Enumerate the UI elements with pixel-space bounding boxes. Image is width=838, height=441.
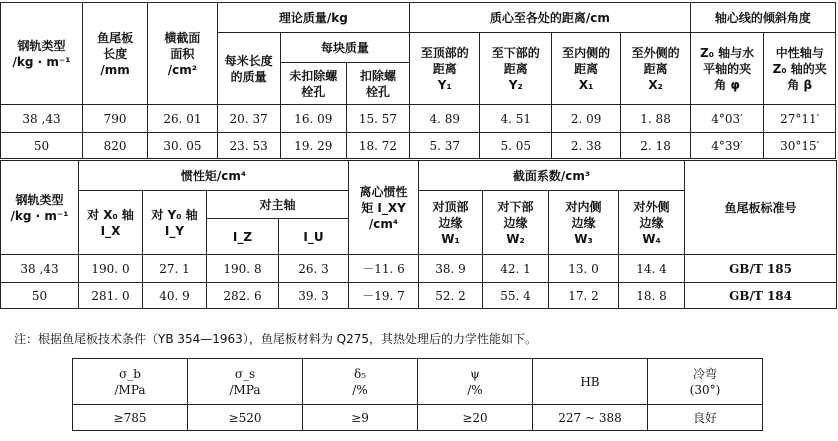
- cell: 17. 2: [549, 283, 619, 309]
- header-rail-type: 钢轨类型 /kg · m⁻¹: [1, 161, 79, 255]
- header-ix: 对 X₀ 轴 I_X: [79, 191, 143, 255]
- cell: 42. 1: [483, 255, 549, 283]
- header-axis-angle: 轴心线的倾斜角度: [690, 3, 835, 33]
- header-iy: 对 Y₀ 轴 I_Y: [143, 191, 207, 255]
- cell: ≥520: [188, 405, 303, 431]
- rail-inertia-table: [0, 160, 837, 309]
- header-to-top: 至顶部的 距离 Y₁: [410, 33, 480, 105]
- header-with-bolt-hole: 扣除螺 栓孔: [346, 63, 409, 105]
- cell: 2. 09: [551, 105, 620, 133]
- cell: 190. 8: [207, 255, 279, 283]
- header-hardness: HB: [533, 359, 648, 405]
- cell: －19. 7: [349, 283, 419, 309]
- cell: 227 ~ 388: [533, 405, 648, 431]
- header-centroid-distance: 质心至各处的距离/cm: [410, 3, 691, 33]
- header-theoretical-mass: 理论质量/kg: [217, 3, 409, 33]
- cell: 4. 89: [410, 105, 480, 133]
- header-plate-length: 鱼尾板 长度 /mm: [83, 3, 148, 105]
- cell: 38. 9: [419, 255, 483, 283]
- cell: 27°11′: [764, 105, 836, 133]
- header-reduction-of-area: ψ /%: [418, 359, 533, 405]
- header-per-piece-mass: 每块质量: [280, 33, 409, 63]
- cell: 5. 05: [480, 133, 552, 159]
- table-row: [1, 255, 837, 283]
- cell: 4. 51: [480, 105, 552, 133]
- cell: 30°15′: [764, 133, 836, 159]
- cell: 30. 05: [148, 133, 217, 159]
- cell: 790: [83, 105, 148, 133]
- header-product-of-inertia: 离心惯性 矩 I_XY /cm⁴: [349, 161, 419, 255]
- cell: 55. 4: [483, 283, 549, 309]
- cell: 15. 57: [346, 105, 409, 133]
- cell: ≥785: [73, 405, 188, 431]
- cell: 4°03′: [690, 105, 764, 133]
- header-iu: I_U: [279, 219, 349, 255]
- header-area: 横截面 面积 /cm²: [148, 3, 217, 105]
- cell: 40. 9: [143, 283, 207, 309]
- table-row: [1, 133, 836, 159]
- header-to-outer: 至外侧的 距离 X₂: [621, 33, 690, 105]
- header-elongation: δ₅ /%: [303, 359, 418, 405]
- header-tensile-strength: σ_b /MPa: [73, 359, 188, 405]
- cell: －11. 6: [349, 255, 419, 283]
- cell: 50: [1, 133, 83, 159]
- header-principal-axis: 对主轴: [207, 191, 349, 219]
- cell: 5. 37: [410, 133, 480, 159]
- table-row: [73, 405, 763, 431]
- cell: 26. 3: [279, 255, 349, 283]
- header-per-meter-mass: 每米长度 的质量: [217, 33, 280, 105]
- cell: GB/T 184: [685, 283, 837, 309]
- cell: 52. 2: [419, 283, 483, 309]
- rail-properties-table: [0, 2, 836, 159]
- header-section-modulus: 截面系数/cm³: [419, 161, 685, 191]
- cell: 13. 0: [549, 255, 619, 283]
- cell: 2. 38: [551, 133, 620, 159]
- cell: 38 ,43: [1, 255, 79, 283]
- header-without-bolt-hole: 未扣除螺 栓孔: [280, 63, 346, 105]
- cell: 281. 0: [79, 283, 143, 309]
- cell: GB/T 185: [685, 255, 837, 283]
- table-row: [1, 283, 837, 309]
- header-inertia: 惯性矩/cm⁴: [79, 161, 349, 191]
- header-iz: I_Z: [207, 219, 279, 255]
- cell: 18. 8: [619, 283, 685, 309]
- table-row: [1, 105, 836, 133]
- cell: ≥20: [418, 405, 533, 431]
- header-rail-type: 钢轨类型 /kg · m⁻¹: [1, 3, 83, 105]
- cell: 190. 0: [79, 255, 143, 283]
- cell: 4°39′: [690, 133, 764, 159]
- header-z0-axis-angle: Z₀ 轴与水 平轴的夹 角 φ: [690, 33, 764, 105]
- cell: 良好: [648, 405, 763, 431]
- header-standard-number: 鱼尾板标准号: [685, 161, 837, 255]
- cell: 2. 18: [621, 133, 690, 159]
- cell: 14. 4: [619, 255, 685, 283]
- header-to-inner: 至内侧的 距离 X₁: [551, 33, 620, 105]
- cell: 18. 72: [346, 133, 409, 159]
- header-w1: 对顶部 边缘 W₁: [419, 191, 483, 255]
- cell: 50: [1, 283, 79, 309]
- header-yield-strength: σ_s /MPa: [188, 359, 303, 405]
- cell: 39. 3: [279, 283, 349, 309]
- cell: 38 ,43: [1, 105, 83, 133]
- cell: 23. 53: [217, 133, 280, 159]
- cell: 27. 1: [143, 255, 207, 283]
- cell: ≥9: [303, 405, 418, 431]
- header-w4: 对外侧 边缘 W₄: [619, 191, 685, 255]
- cell: 20. 37: [217, 105, 280, 133]
- header-to-bottom: 至下部的 距离 Y₂: [480, 33, 552, 105]
- header-w2: 对下部 边缘 W₂: [483, 191, 549, 255]
- mechanical-properties-table: [72, 358, 763, 431]
- header-cold-bend: 冷弯 (30°): [648, 359, 763, 405]
- cell: 26. 01: [148, 105, 217, 133]
- cell: 282. 6: [207, 283, 279, 309]
- cell: 16. 09: [280, 105, 346, 133]
- footnote: 注：根据鱼尾板技术条件（YB 354—1963），鱼尾板材料为 Q275，其热处理后的力学性能如下。: [14, 332, 537, 346]
- cell: 1. 88: [621, 105, 690, 133]
- header-w3: 对内侧 边缘 W₃: [549, 191, 619, 255]
- cell: 820: [83, 133, 148, 159]
- cell: 19. 29: [280, 133, 346, 159]
- header-neutral-axis-angle: 中性轴与 Z₀ 轴的夹 角 β: [764, 33, 836, 105]
